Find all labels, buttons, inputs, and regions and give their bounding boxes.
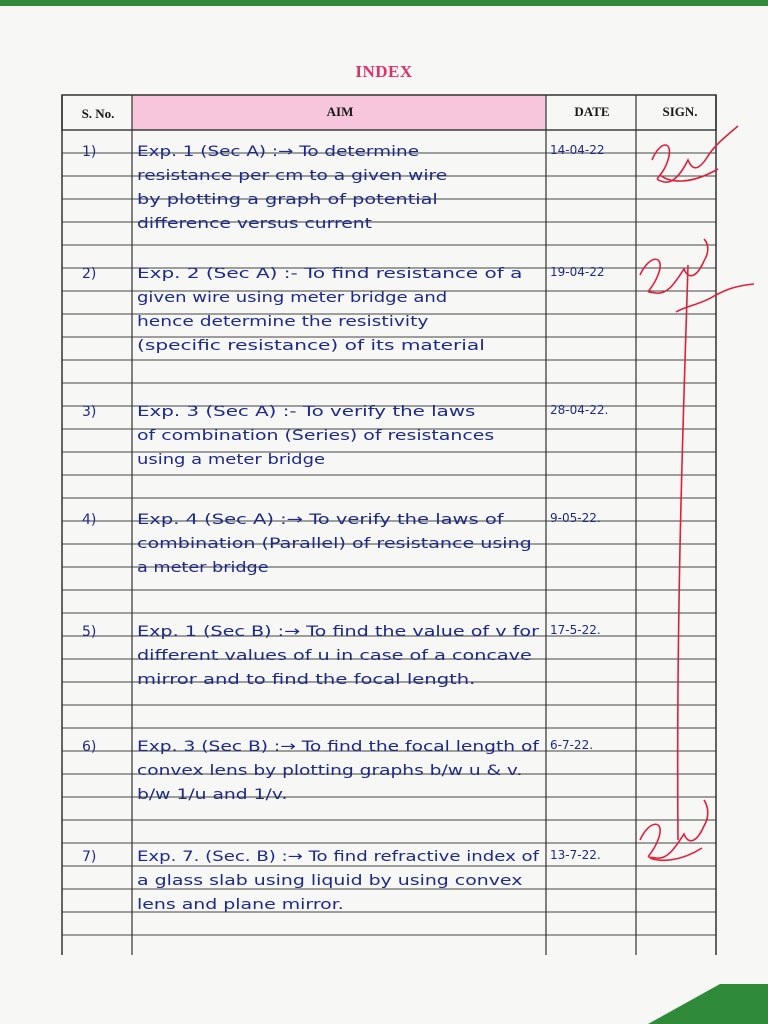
table-row bbox=[82, 403, 608, 468]
header-sno: S. No. bbox=[81, 106, 115, 121]
date-text: 19-04-22 bbox=[550, 265, 605, 279]
aim-text: of combination (Series) of resistances bbox=[137, 428, 495, 444]
aim-text: combination (Parallel) of resistance using bbox=[137, 536, 532, 552]
date-text: 17-5-22. bbox=[550, 623, 601, 637]
aim-text: by plotting a graph of potential bbox=[137, 192, 438, 208]
table-body bbox=[82, 143, 608, 913]
table-row bbox=[82, 738, 593, 803]
aim-text: Exp. 2 (Sec A) :- To find resistance of a bbox=[137, 266, 523, 282]
page-title: INDEX bbox=[355, 62, 413, 81]
table-row bbox=[82, 265, 604, 354]
signature-mark bbox=[640, 239, 754, 312]
serial-number: 2) bbox=[82, 266, 97, 282]
table-row bbox=[82, 848, 601, 913]
date-text: 14-04-22 bbox=[550, 143, 605, 157]
header-aim: AIM bbox=[326, 104, 354, 119]
aim-text: using a meter bridge bbox=[137, 452, 326, 468]
serial-number: 5) bbox=[82, 624, 97, 640]
signature-mark bbox=[640, 800, 708, 860]
date-text: 9-05-22. bbox=[550, 511, 601, 525]
date-text: 6-7-22. bbox=[550, 738, 594, 752]
table-row bbox=[82, 623, 601, 688]
aim-text: a glass slab using liquid by using convex bbox=[137, 873, 523, 889]
aim-text: a meter bridge bbox=[137, 560, 269, 576]
aim-text: Exp. 3 (Sec B) :→ To find the focal length of bbox=[137, 739, 541, 755]
aim-text: given wire using meter bridge and bbox=[137, 290, 448, 306]
serial-number: 4) bbox=[82, 512, 97, 528]
aim-text: Exp. 1 (Sec B) :→ To find the value of v for bbox=[137, 624, 540, 640]
aim-text: convex lens by plotting graphs b/w u & v. bbox=[137, 763, 523, 779]
aim-text: resistance per cm to a given wire bbox=[137, 168, 448, 184]
ruled-lines bbox=[62, 130, 716, 935]
aim-text: Exp. 1 (Sec A) :→ To determine bbox=[137, 144, 420, 160]
aim-text: hence determine the resistivity bbox=[137, 314, 429, 330]
red-margin-line bbox=[678, 265, 688, 840]
aim-text: b/w 1/u and 1/v. bbox=[137, 787, 288, 803]
serial-number: 1) bbox=[82, 144, 97, 160]
aim-text: difference versus current bbox=[137, 216, 373, 232]
signature-mark bbox=[652, 126, 738, 182]
date-text: 28-04-22. bbox=[550, 403, 609, 417]
aim-text: Exp. 3 (Sec A) :- To verify the laws bbox=[137, 404, 476, 420]
aim-text: Exp. 7. (Sec. B) :→ To find refractive index of bbox=[137, 849, 541, 865]
serial-number: 3) bbox=[82, 404, 97, 420]
aim-text: Exp. 4 (Sec A) :→ To verify the laws of bbox=[137, 512, 505, 528]
aim-text: (specific resistance) of its material bbox=[137, 338, 485, 354]
table-row bbox=[82, 143, 604, 232]
serial-number: 7) bbox=[82, 849, 97, 865]
date-text: 13-7-22. bbox=[550, 848, 601, 862]
serial-number: 6) bbox=[82, 739, 97, 755]
aim-text: different values of u in case of a concave bbox=[137, 648, 532, 664]
aim-text: mirror and to find the focal length. bbox=[137, 672, 476, 688]
header-date: DATE bbox=[574, 104, 610, 119]
header-sign: SIGN. bbox=[662, 104, 698, 119]
aim-text: lens and plane mirror. bbox=[137, 897, 344, 913]
